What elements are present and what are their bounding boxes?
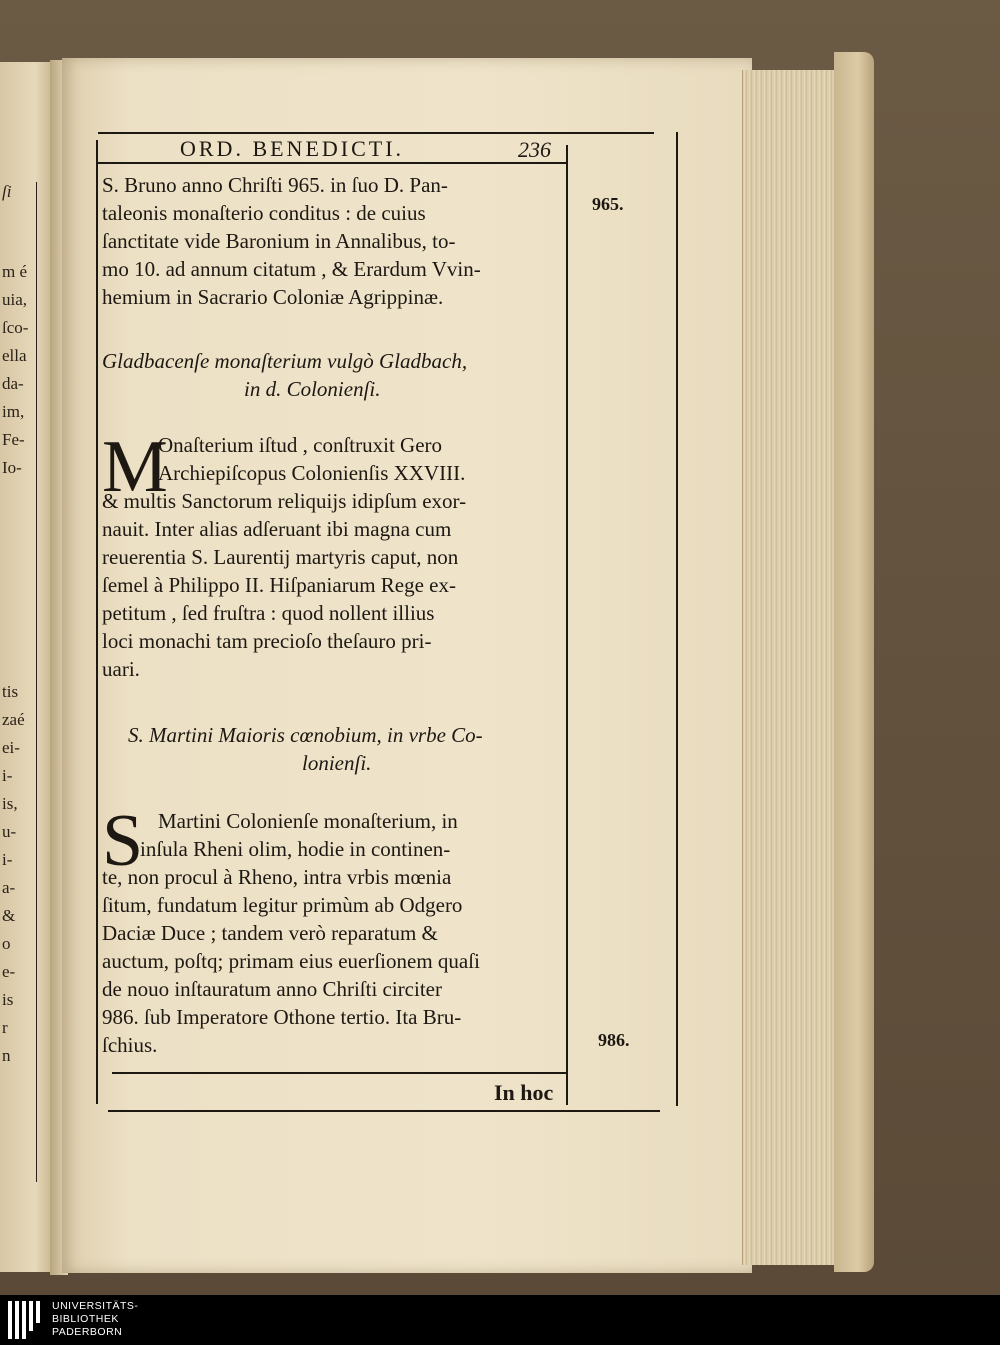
bottom-rule	[112, 1072, 566, 1074]
section-heading: in d. Colonienſi.	[244, 377, 381, 401]
head-rule	[98, 162, 568, 164]
running-head: ORD. BENEDICTI.	[180, 136, 405, 161]
base-rule	[108, 1110, 660, 1112]
text-line: reuerentia S. Laurentij martyris caput, non	[102, 545, 459, 569]
drop-capital: S	[102, 800, 144, 882]
text-line: S. Bruno anno Chriſti 965. in ſuo D. Pan-	[102, 173, 448, 197]
margin-year: 986.	[598, 1030, 630, 1050]
left-fragment: Io-	[2, 458, 22, 477]
margin-year: 965.	[592, 194, 624, 214]
drop-capital: M	[102, 426, 168, 508]
left-page-rule	[36, 182, 37, 1182]
text-line: Archiepiſcopus Colonienſis XXVIII.	[158, 461, 466, 485]
top-rule	[98, 132, 654, 134]
left-fragment: o	[2, 934, 11, 953]
text-line: nauit. Inter alias adſeruant ibi magna cum	[102, 517, 452, 541]
text-line: loci monachi tam precioſo theſauro pri-	[102, 629, 432, 653]
text-line: ſanctitate vide Baronium in Annalibus, to-	[102, 229, 456, 253]
left-fragment: da-	[2, 374, 24, 393]
left-fragment: i-	[2, 850, 13, 869]
left-fragment: a-	[2, 878, 16, 897]
library-logo-icon	[8, 1301, 44, 1339]
page-edges	[742, 70, 835, 1265]
library-name-line: UNIVERSITÄTS-	[52, 1300, 139, 1312]
text-line: 986. ſub Imperatore Othone tertio. Ita Bru-	[102, 1005, 462, 1029]
text-line: auctum, poſtq; primam eius euerſionem quaſi	[102, 949, 480, 973]
text-line: ſitum, fundatum legitur primùm ab Odgero	[102, 893, 463, 917]
left-fragment: &	[2, 906, 16, 925]
left-frame-rule	[96, 140, 98, 1104]
left-fragment: ei-	[2, 738, 20, 757]
library-name	[52, 1300, 138, 1339]
text-line: taleonis monaſterio conditus : de cuius	[102, 201, 426, 225]
catchword: In hoc	[494, 1080, 554, 1105]
text-line: & multis Sanctorum reliquijs idipſum exor-	[102, 489, 467, 513]
library-name-line: PADERBORN	[52, 1326, 123, 1338]
text-line: uari.	[102, 657, 140, 681]
left-fragment: ſco-	[2, 318, 29, 337]
text-line: petitum , ſed fruſtra : quod nollent illius	[102, 601, 435, 625]
text-line: Onaſterium iſtud , conſtruxit Gero	[158, 433, 443, 457]
left-fragment: uia,	[2, 290, 28, 309]
left-fragment: i-	[2, 766, 13, 785]
text-line: Daciæ Duce ; tandem verò reparatum &	[102, 921, 438, 945]
left-fragment: u-	[2, 822, 17, 841]
left-fragment: zaé	[2, 710, 25, 729]
left-fragment: e-	[2, 962, 16, 981]
text-line: mo 10. ad annum citatum , & Erardum Vvin-	[102, 257, 481, 281]
text-line: Martini Colonienſe monaſterium, in	[158, 809, 458, 833]
left-fragment: is	[2, 990, 14, 1009]
library-name-line: BIBLIOTHEK	[52, 1313, 119, 1325]
left-page	[0, 62, 51, 1272]
page-number: 236	[518, 137, 551, 162]
left-fragment: Fe-	[2, 430, 25, 449]
left-fragment: is,	[2, 794, 18, 813]
text-line: ſemel à Philippo II. Hiſpaniarum Rege ex-	[102, 573, 456, 597]
section-heading: S. Martini Maioris cœnobium, in vrbe Co-	[128, 723, 483, 747]
book-cover-edge	[834, 52, 874, 1272]
left-fragment: m é	[2, 262, 28, 281]
text-line: te, non procul à Rheno, intra vrbis mœnia	[102, 865, 452, 889]
left-fragment: im,	[2, 402, 25, 421]
text-line: ſchius.	[102, 1033, 158, 1057]
text-line: hemium in Sacrario Coloniæ Agrippinæ.	[102, 285, 444, 309]
left-fragment: ella	[2, 346, 27, 365]
right-frame-rule	[566, 145, 568, 1105]
left-fragment: r	[2, 1018, 8, 1037]
margin-frame-rule	[676, 132, 678, 1106]
left-fragment: n	[2, 1046, 11, 1065]
left-fragment: ſi	[2, 182, 12, 201]
library-footer	[0, 1295, 1000, 1345]
section-heading: Gladbacenſe monaſterium vulgò Gladbach,	[102, 349, 468, 373]
left-fragment: tis	[2, 682, 19, 701]
text-line: de nouo inſtauratum anno Chriſti circiter	[102, 977, 442, 1001]
section-heading: lonienſi.	[302, 751, 372, 775]
text-line: inſula Rheni olim, hodie in continen-	[140, 837, 451, 861]
